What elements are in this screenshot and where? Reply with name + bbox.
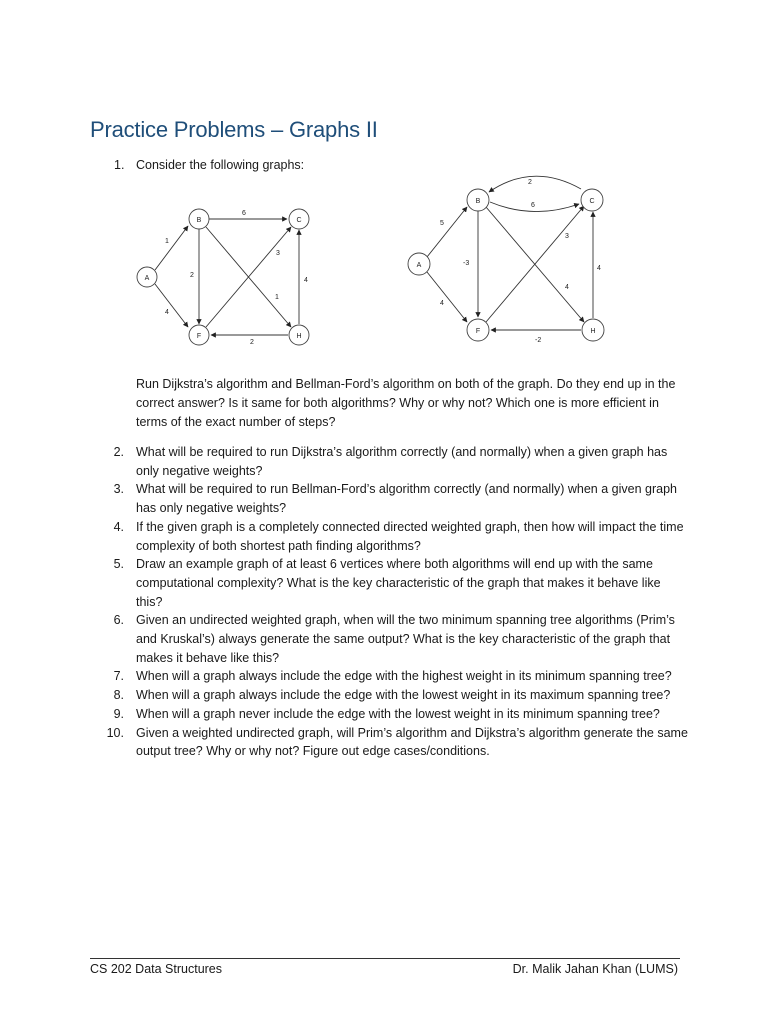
question-text: When will a graph always include the edge with the highest weight in its minimum spanning tree? [136, 669, 672, 684]
graph2-weight: 6 [531, 202, 535, 209]
graph2-node-h [582, 319, 604, 341]
footer-author: Dr. Malik Jahan Khan (LUMS) [512, 962, 678, 976]
graph2-weight: 4 [440, 300, 444, 307]
graph1-edge-a-f [155, 284, 188, 327]
question-text: When will a graph never include the edge with the lowest weight in its minimum spanning tree? [136, 706, 660, 721]
graph1-node-b [189, 209, 209, 229]
graph-2 [400, 170, 615, 355]
graph1-weight: 6 [242, 210, 246, 217]
node-label: A [416, 262, 422, 269]
question-number: 6. [113, 613, 124, 628]
graph2-weight: 4 [597, 265, 601, 272]
question-1-paragraph: Run Dijkstra’s algorithm and Bellman-Ford’s algorithm on both of the graph. Do they end up in the correct answer? Is it same for both algorithms? Why or why not? Which one is more efficient in terms of the exact number of steps? [136, 377, 676, 429]
graph1-weight: 1 [275, 294, 279, 301]
graph2-node-f [467, 319, 489, 341]
question-number: 7. [113, 669, 124, 684]
graph2-weight: 4 [565, 284, 569, 291]
question-number: 5. [113, 557, 124, 572]
list-item [100, 480, 690, 517]
question-number: 2. [113, 445, 124, 459]
question-text: If the given graph is a completely connected directed weighted graph, then how will impact the time complexity of both shortest path finding algorithms? [136, 519, 684, 553]
node-label: A [144, 275, 150, 282]
graph1-node-h [289, 325, 309, 345]
question-number: 3. [113, 482, 124, 497]
graph2-node-b [467, 189, 489, 211]
graph1-weight: 2 [250, 339, 254, 346]
question-text: What will be required to run Bellman-Ford’s algorithm correctly (and normally) when a given graph has only negative weights? [136, 482, 677, 516]
graph1-node-a [137, 267, 157, 287]
question-text: Given a weighted undirected graph, will Prim’s algorithm and Dijkstra’s algorithm generate the same output tree? Why or why not? Figure out edge cases/conditions. [136, 725, 688, 759]
question-text: Consider the following graphs: [136, 158, 305, 172]
graph2-edge-a-b [427, 207, 467, 257]
question-number: 1. [114, 158, 125, 172]
graph1-weight: 2 [190, 272, 194, 279]
question-text: What will be required to run Dijkstra’s algorithm correctly (and normally) when a given graph has only negative weights? [136, 445, 668, 478]
question-text: When will a graph always include the edge with the lowest weight in its maximum spanning tree? [136, 688, 671, 703]
list-item [100, 686, 690, 705]
node-label: B [196, 217, 202, 224]
list-item [100, 667, 690, 686]
footer-course: CS 202 Data Structures [90, 962, 223, 976]
footer-divider [90, 958, 680, 959]
graph2-weight: -3 [463, 260, 470, 267]
list-item [100, 705, 690, 724]
graph1-weight: 1 [165, 238, 169, 245]
node-label: C [296, 217, 302, 224]
graph2-weight: 2 [528, 179, 532, 186]
graph2-node-a [408, 253, 430, 275]
question-number: 9. [113, 706, 124, 721]
graph2-node-c [581, 189, 603, 211]
page-title: Practice Problems – Graphs II [90, 117, 378, 142]
question-list [100, 443, 690, 761]
node-label: F [475, 328, 481, 335]
graph1-node-c [289, 209, 309, 229]
question-number: 10. [106, 725, 124, 740]
list-item [100, 443, 690, 480]
node-label: B [475, 198, 481, 205]
question-number: 8. [113, 688, 124, 703]
list-item [100, 518, 690, 555]
question-text: Given an undirected weighted graph, when will the two minimum spanning tree algorithms (Prim’s and Kruskal’s) always generate the same output? What is the key characteristic of the graph that makes it behave like this? [136, 613, 675, 665]
list-item [100, 555, 690, 611]
graph2-weight: -2 [535, 337, 542, 344]
list-item [100, 724, 690, 761]
graph-1 [130, 200, 320, 355]
node-label: H [590, 328, 596, 335]
graph2-edge-a-f [427, 272, 467, 322]
graph2-weight: 3 [565, 233, 569, 240]
graph1-edge-a-b [155, 226, 188, 270]
graph1-weight: 4 [165, 309, 169, 316]
node-label: C [589, 198, 595, 205]
graph2-edge-c-b [489, 176, 581, 192]
graph1-weight: 4 [304, 277, 308, 284]
graph1-weight: 3 [276, 250, 280, 257]
list-item [100, 611, 690, 667]
node-label: H [296, 333, 302, 340]
graph1-node-f [189, 325, 209, 345]
graph2-weight: 5 [440, 220, 444, 227]
node-label: F [196, 333, 202, 340]
question-text: Draw an example graph of at least 6 vertices where both algorithms will end up with the same computational complexity? What is the key characteristic of the graph that makes it behave like this? [136, 557, 661, 609]
question-number: 4. [113, 519, 124, 534]
